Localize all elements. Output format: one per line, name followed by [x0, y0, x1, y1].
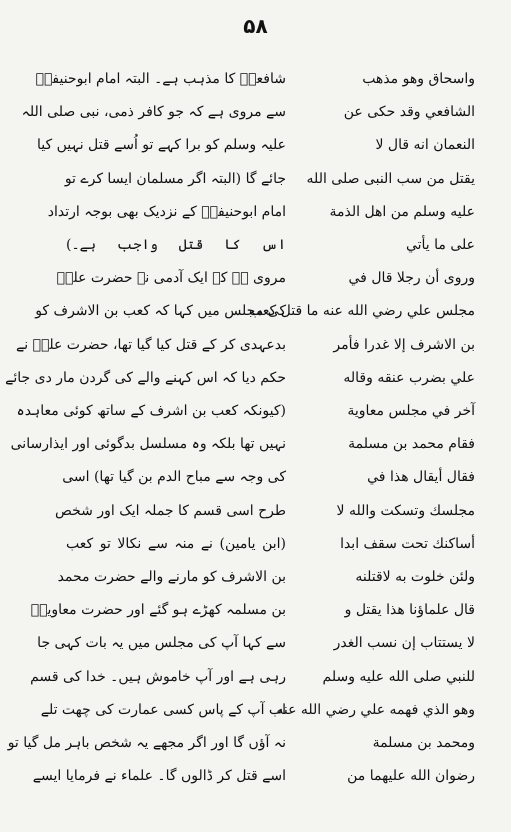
arabic-line: فقام محمد بن مسلمة: [348, 436, 475, 453]
arabic-line: أساكنك تحت سقف ابدا: [340, 535, 475, 552]
arabic-line: وروى أن رجلا قال في: [348, 270, 475, 287]
urdu-line: (کیونکہ کعب بن اشرف کے ساتھ کوئی معاہدہ: [16, 403, 286, 419]
text-row: [0, 693, 511, 727]
arabic-line: رضوان الله عليهما من: [347, 768, 475, 785]
text-row: [0, 195, 511, 229]
text-row: [0, 460, 511, 494]
arabic-line: فقال أيقال هذا في: [367, 469, 475, 486]
urdu-line: اب آپ کے پاس کسی عمارت کی چھت تلے: [40, 701, 286, 718]
urdu-line: نہیں تھا بلکہ وہ مسلسل بدگوئی اور ایذارسانی: [10, 436, 286, 453]
urdu-line: بدعہدی کر کے قتل کیا گیا تھا، حضرت علیؓ نے: [16, 336, 286, 353]
urdu-line: طرح اسی قسم کا جملہ ایک اور شخص: [54, 502, 286, 519]
arabic-line: بن الاشرف إلا غدرا فأمر: [333, 336, 475, 353]
text-row: [0, 527, 511, 561]
text-row: [0, 726, 511, 760]
arabic-line: ولئن خلوت به لاقتلنه: [355, 569, 475, 585]
text-row: [0, 162, 511, 196]
arabic-line: ومحمد بن مسلمة: [372, 735, 475, 751]
arabic-line: علي بضرب عنقه وقاله: [343, 369, 475, 386]
urdu-line: بن الاشرف کو مارنے والے حضرت محمد: [57, 569, 286, 585]
text-row: [0, 394, 511, 428]
text-row: [0, 560, 511, 594]
text-row: [0, 494, 511, 528]
text-row: [0, 294, 511, 328]
urdu-line: کی مجلس میں کہا کہ کعب بن الاشرف کو: [35, 303, 286, 320]
text-row: [0, 328, 511, 362]
urdu-line: حکم دیا کہ اس کہنے والے کی گردن مار دی جائے: [5, 369, 286, 386]
text-row: [0, 660, 511, 694]
urdu-line: جائے گا (البتہ اگر مسلمان ایسا کرے تو: [64, 170, 286, 187]
text-row: [0, 593, 511, 627]
arabic-line: وهو الذي فهمه علي رضي الله عنه: [276, 701, 475, 718]
arabic-line: النعمان انه قال لا: [375, 137, 475, 154]
arabic-line: واسحاق وهو مذهب: [362, 71, 475, 87]
urdu-line: سے کہا آپ کی مجلس میں یہ بات کہی جا: [37, 635, 286, 652]
arabic-line: على ما يأتي: [405, 237, 475, 253]
arabic-line: للنبي صلى الله عليه وسلم: [322, 668, 475, 685]
text-row: [0, 128, 511, 162]
urdu-line: اسے قتل کر ڈالوں گا۔ علماء نے فرمایا ایسے: [32, 768, 286, 785]
arabic-line: مجلس علي رضي الله عنه ما قتل كعب: [249, 303, 475, 320]
text-row: [0, 626, 511, 660]
urdu-line: بن مسلمہ کھڑے ہو گئے اور حضرت معاویہؓ: [30, 602, 286, 619]
urdu-line: امام ابوحنیفہؒ کے نزدیک بھی بوجہ ارتداد: [47, 203, 286, 220]
arabic-line: يقتل من سب النبى صلى الله: [306, 170, 475, 187]
urdu-line: اس کا قتل واجب ہے۔): [66, 237, 286, 253]
arabic-line: آخر في مجلس معاوية: [347, 403, 475, 419]
text-row: [0, 361, 511, 395]
text-row: [0, 427, 511, 461]
arabic-line: مجلسك وتسكت والله لا: [336, 502, 475, 519]
arabic-line: قال علماؤنا هذا يقتل و: [344, 602, 475, 619]
page-number: ۵۸: [243, 14, 268, 38]
urdu-line: شافعیؒ کا مذہب ہے۔ البتہ امام ابوحنیفہؒ: [35, 71, 286, 87]
arabic-line: الشافعي وقد حكى عن: [343, 104, 475, 121]
urdu-line: رہی ہے اور آپ خاموش ہیں۔ خدا کی قسم: [30, 668, 286, 685]
urdu-line: علیہ وسلم کو برا کہے تو اُسے قتل نہیں کیا: [37, 137, 286, 154]
urdu-line: کی وجہ سے مباح الدم بن گیا تھا) اسی: [62, 469, 286, 486]
text-row: [0, 261, 511, 295]
text-row: [0, 228, 511, 262]
urdu-line: (ابن یامین) نے منہ سے نکالا تو کعب: [66, 535, 286, 552]
arabic-line: لا يستتاب إن نسب الغدر: [333, 635, 475, 652]
urdu-line: نہ آؤں گا اور اگر مجھے یہ شخص باہر مل گیا تو: [7, 735, 286, 751]
text-row: [0, 95, 511, 129]
text-row: [0, 62, 511, 96]
urdu-line: مروی ہے کہ ایک آدمی نے حضرت علیؓ: [56, 270, 286, 287]
text-row: [0, 759, 511, 793]
arabic-line: عليه وسلم من اهل الذمة: [329, 203, 475, 220]
urdu-line: سے مروی ہے کہ جو کافر ذمی، نبی صلی اللہ: [21, 104, 286, 121]
